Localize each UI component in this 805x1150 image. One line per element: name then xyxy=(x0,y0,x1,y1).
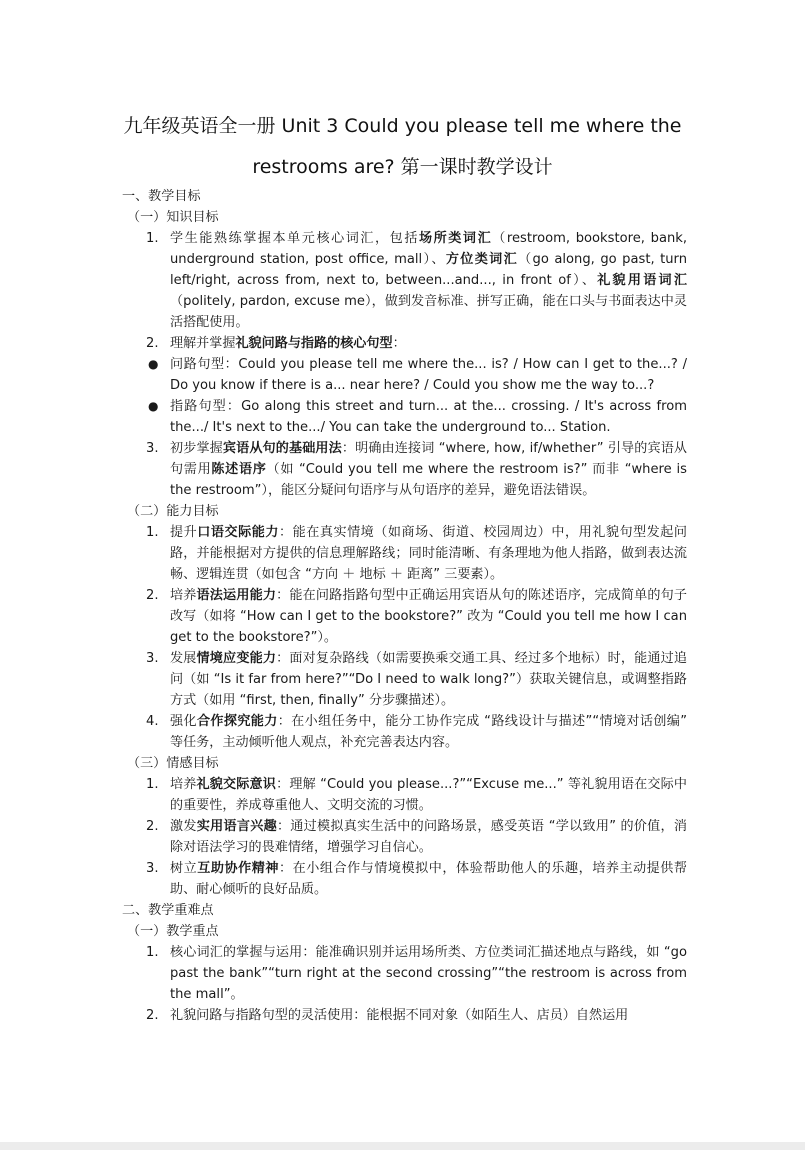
section-heading-key-difficult-points: 二、教学重难点 xyxy=(122,903,214,918)
section-heading-teaching-goals: 一、教学目标 xyxy=(122,189,201,204)
subheading-teaching-focus: （一）教学重点 xyxy=(127,924,219,939)
page-bottom-edge xyxy=(0,1142,805,1150)
bold-term: 礼貌问路与指路的核心句型 xyxy=(235,336,393,351)
document-body xyxy=(122,186,687,1026)
text: 核心词汇的掌握与运用：能准确识别并运用场所类、方位类词汇描述地点与路线，如 “go past the bank”“turn right at the second crossing”“the restroom is across from the mall”。 xyxy=(170,945,687,1002)
text: 理解并掌握 xyxy=(170,336,236,351)
bold-term: 互助协作精神 xyxy=(197,861,279,876)
subheading-knowledge-goals: （一）知识目标 xyxy=(127,210,219,225)
ability-goal-4 xyxy=(122,711,687,753)
list-number: 3. xyxy=(146,651,159,666)
emotional-goal-3 xyxy=(122,858,687,900)
text: ：理解 “Could you please...?”“Excuse me...” 等礼貌用语在交际中的重要性，养成尊重他人、文明交流的习惯。 xyxy=(170,777,688,813)
list-number: 1. xyxy=(146,777,159,792)
bold-term: 合作探究能力 xyxy=(196,714,278,729)
document-title-line-1: 九年级英语全一册 Unit 3 Could you please tell me where the xyxy=(123,115,682,137)
list-number: 2. xyxy=(146,1008,159,1023)
knowledge-goal-2 xyxy=(122,333,687,354)
bold-term: 宾语从句的基础用法 xyxy=(222,441,342,456)
ability-goal-2 xyxy=(122,585,687,648)
ability-goal-1 xyxy=(122,522,687,585)
text: 初步掌握 xyxy=(170,441,223,456)
text: ：能在问路指路句型中正确运用宾语从句的陈述语序，完成简单的句子改写（如将 “How can I get to the bookstore?” 改为 “Could you tell me how I can get to the bookstore?”）。 xyxy=(170,588,688,645)
text: ： xyxy=(392,336,406,351)
bullet-icon: ● xyxy=(148,357,159,371)
bold-term: 方位类词汇 xyxy=(445,252,519,267)
text: 培养 xyxy=(170,588,197,603)
text: 激发 xyxy=(170,819,197,834)
bold-term: 礼貌交际意识 xyxy=(196,777,277,792)
knowledge-goal-1 xyxy=(122,228,687,333)
subheading-emotional-goals: （三）情感目标 xyxy=(127,756,219,771)
list-number: 2. xyxy=(146,588,159,603)
focus-item-1 xyxy=(122,942,687,1005)
text: （politely, pardon, excuse me），做到发音标准、拼写正确，能在口头与书面表达中灵活搭配使用。 xyxy=(170,294,687,330)
text: 学生能熟练掌握本单元核心词汇，包括 xyxy=(170,231,419,246)
bold-term: 语法运用能力 xyxy=(196,588,277,603)
text: ：在小组任务中，能分工协作完成 “路线设计与描述”“情境对话创编” 等任务，主动倾听他人观点，补充完善表达内容。 xyxy=(170,714,688,750)
text: ：面对复杂路线（如需要换乘交通工具、经过多个地标）时，能通过追问（如 “Is it far from here?”“Do I need to walk long?”）获取关键信息，或调整指路方式（如用 “first, then, finally” 分步骤描述）。 xyxy=(170,651,688,708)
list-number: 1. xyxy=(146,945,159,960)
text: ：明确由连接词 “where, how, if/whether” 引导的宾语从句需用 xyxy=(170,441,688,477)
text: 礼貌问路与指路句型的灵活使用：能根据不同对象（如陌生人、店员）自然运用 xyxy=(170,1008,629,1023)
list-number: 2. xyxy=(146,819,159,834)
text: ：通过模拟真实生活中的问路场景，感受英语 “学以致用” 的价值，消除对语法学习的畏难情绪，增强学习自信心。 xyxy=(170,819,688,855)
focus-item-2 xyxy=(122,1005,687,1026)
document-title-line-2: restrooms are? 第一课时教学设计 xyxy=(252,156,553,178)
list-number: 3. xyxy=(146,861,159,876)
bold-term: 场所类词汇 xyxy=(418,231,493,246)
list-number: 3. xyxy=(146,441,159,456)
text: 问路句型：Could you please tell me where the... is? / How can I get to the...? / Do you know if there is a... near here? / Could you show me the way to...? xyxy=(170,357,687,393)
text: 发展 xyxy=(170,651,197,666)
bullet-asking-patterns xyxy=(122,354,687,396)
bullet-icon: ● xyxy=(148,399,159,413)
list-number: 4. xyxy=(146,714,159,729)
emotional-goal-1 xyxy=(122,774,687,816)
text: （如 “Could you tell me where the restroom is?” 而非 “where is the restroom”），能区分疑问句语序与从句语序的差异，避免语法错误。 xyxy=(170,462,688,498)
emotional-goal-2 xyxy=(122,816,687,858)
text: 指路句型：Go along this street and turn... at the... crossing. / It's across from the.../ It's next to the.../ You can take the underground to... Station. xyxy=(170,399,687,435)
list-number: 2. xyxy=(146,336,159,351)
bold-term: 实用语言兴趣 xyxy=(196,819,277,834)
subheading-ability-goals: （二）能力目标 xyxy=(127,504,219,519)
list-number: 1. xyxy=(146,525,159,540)
list-number: 1. xyxy=(146,231,159,246)
text: ：能在真实情境（如商场、街道、校园周边）中，用礼貌句型发起问路，并能根据对方提供的信息理解路线；同时能清晰、有条理地为他人指路，做到表达流畅、逻辑连贯（如包含 “方向 ＋ 地标 ＋ 距离” 三要素）。 xyxy=(170,525,688,582)
knowledge-goal-3 xyxy=(122,438,687,501)
bold-term: 陈述语序 xyxy=(211,462,267,477)
text: 树立 xyxy=(170,861,198,876)
bold-term: 情境应变能力 xyxy=(196,651,277,666)
text: （go along, go past, turn left/right, across from, next to, between...and..., in front of）、 xyxy=(170,252,688,288)
text: 提升 xyxy=(170,525,198,540)
bold-term: 口语交际能力 xyxy=(197,525,279,540)
bold-term: 礼貌用语词汇 xyxy=(597,273,687,288)
text: ：在小组合作与情境模拟中，体验帮助他人的乐趣，培养主动提供帮助、耐心倾听的良好品质。 xyxy=(170,861,688,897)
text: 强化 xyxy=(170,714,197,729)
text: 培养 xyxy=(170,777,197,792)
ability-goal-3 xyxy=(122,648,687,711)
bullet-giving-directions-patterns xyxy=(122,396,687,438)
text: （restroom, bookstore, bank, underground station, post office, mall）、 xyxy=(170,231,688,267)
